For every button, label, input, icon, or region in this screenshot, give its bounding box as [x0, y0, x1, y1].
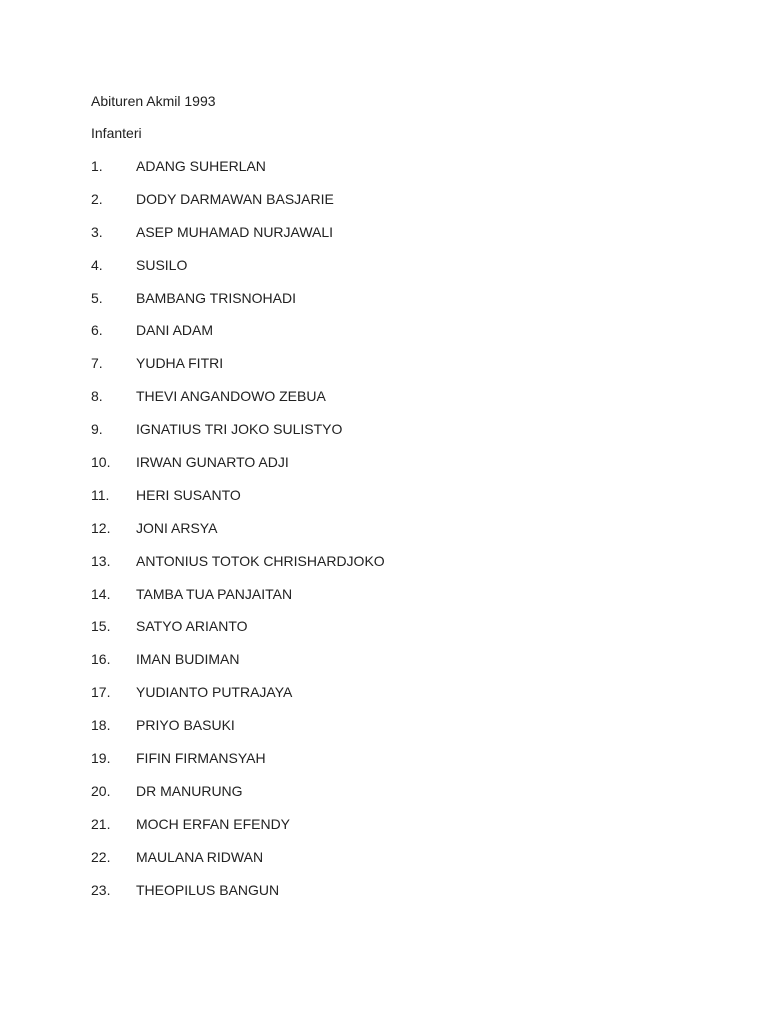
list-item: [91, 290, 385, 323]
list-item-name: YUDHA FITRI: [136, 355, 224, 372]
list-item-name: MAULANA RIDWAN: [136, 848, 264, 865]
list-item-number: 7.: [91, 355, 103, 372]
list-item-number: 8.: [91, 388, 103, 405]
list-item-number: 1.: [91, 158, 103, 174]
list-item-number: 17.: [91, 684, 111, 701]
list-item-name: HERI SUSANTO: [136, 486, 241, 503]
list-item-number: 13.: [91, 552, 111, 569]
list-item: [91, 158, 385, 191]
list-item: [91, 224, 385, 257]
list-item: [91, 882, 385, 915]
list-item: [91, 717, 385, 750]
list-item-number: 4.: [91, 256, 103, 273]
list-item-number: 11.: [91, 486, 110, 503]
list-item: [91, 783, 385, 816]
list-item-name: IRWAN GUNARTO ADJI: [136, 454, 289, 471]
list-item: [91, 487, 385, 520]
list-item-number: 18.: [91, 717, 111, 734]
list-item-name: YUDIANTO PUTRAJAYA: [136, 684, 293, 701]
list-item-name: PRIYO BASUKI: [136, 717, 235, 734]
list-item: [91, 750, 385, 783]
list-item-number: 3.: [91, 223, 103, 240]
list-item-number: 16.: [91, 651, 111, 668]
list-item-number: 6.: [91, 322, 103, 339]
list-item-name: MOCH ERFAN EFENDY: [136, 815, 291, 832]
list-item: [91, 651, 385, 684]
list-item: [91, 553, 385, 586]
list-item: [91, 257, 385, 290]
list-item-number: 5.: [91, 289, 103, 306]
list-item: [91, 421, 385, 454]
list-item-number: 23.: [91, 881, 111, 898]
list-item: [91, 454, 385, 487]
list-item-name: BAMBANG TRISNOHADI: [136, 289, 296, 306]
list-item-number: 20.: [91, 782, 111, 799]
list-item-name: ASEP MUHAMAD NURJAWALI: [136, 223, 334, 240]
list-item-name: THEOPILUS BANGUN: [136, 881, 280, 898]
list-item-name: SUSILO: [136, 256, 188, 273]
list-item-name: SATYO ARIANTO: [136, 618, 248, 635]
list-item: [91, 586, 385, 619]
list-item-number: 19.: [91, 750, 111, 767]
list-item-number: 2.: [91, 190, 103, 207]
list-item-name: ANTONIUS TOTOK CHRISHARDJOKO: [136, 552, 385, 569]
list-item: [91, 191, 385, 224]
name-list: [91, 158, 385, 914]
list-item: [91, 849, 385, 882]
list-item-number: 9.: [91, 421, 103, 438]
list-item-number: 14.: [91, 585, 111, 602]
list-item-name: DODY DARMAWAN BASJARIE: [136, 190, 334, 207]
list-item-name: DR MANURUNG: [136, 782, 243, 799]
list-item-name: FIFIN FIRMANSYAH: [136, 750, 266, 767]
list-item-number: 21.: [91, 815, 111, 832]
list-item-name: ADANG SUHERLAN: [136, 158, 266, 174]
list-item-name: IMAN BUDIMAN: [136, 651, 240, 668]
list-item: [91, 684, 385, 717]
list-item-name: DANI ADAM: [136, 322, 214, 339]
document-title: Abituren Akmil 1993: [91, 93, 216, 109]
list-item-number: 10.: [91, 454, 111, 471]
list-item: [91, 520, 385, 553]
list-item: [91, 388, 385, 421]
list-item: [91, 322, 385, 355]
list-item-name: JONI ARSYA: [136, 519, 218, 536]
section-heading: Infanteri: [91, 125, 142, 141]
list-item-name: THEVI ANGANDOWO ZEBUA: [136, 388, 326, 405]
list-item-number: 22.: [91, 848, 111, 865]
list-item-name: IGNATIUS TRI JOKO SULISTYO: [136, 421, 343, 438]
list-item-name: TAMBA TUA PANJAITAN: [136, 585, 293, 602]
list-item-number: 12.: [91, 519, 111, 536]
list-item: [91, 816, 385, 849]
list-item: [91, 355, 385, 388]
list-item: [91, 618, 385, 651]
list-item-number: 15.: [91, 618, 111, 635]
